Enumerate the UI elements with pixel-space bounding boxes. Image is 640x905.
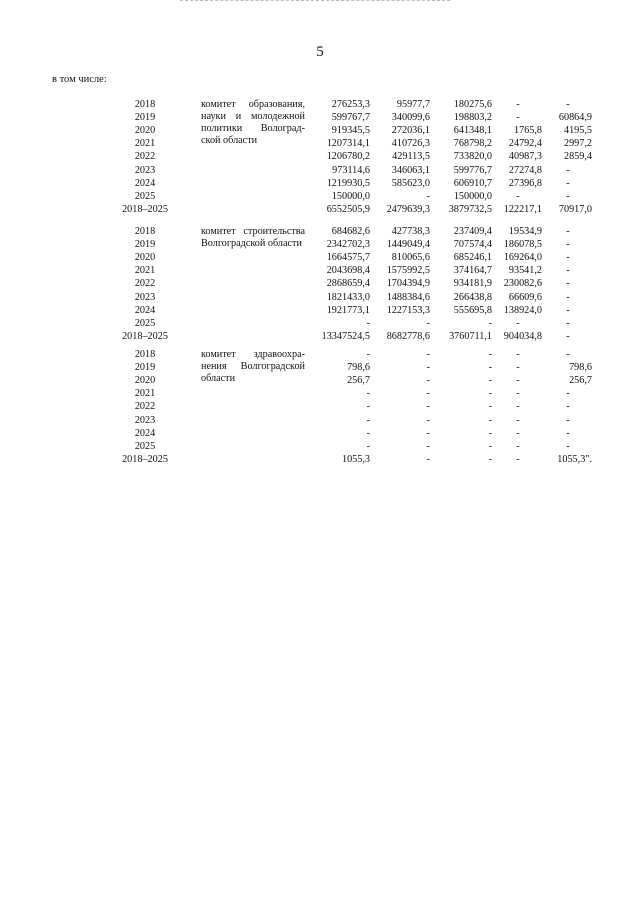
value-cell-c5: - [566, 330, 570, 342]
value-cell-c1: 684682,6 [331, 226, 370, 237]
table-row [0, 99, 640, 111]
value-cell-c1: 256,7 [347, 375, 370, 387]
value-cell-c5: - [566, 349, 570, 360]
table-row [0, 292, 640, 304]
value-cell-c2: 2479639,3 [386, 203, 430, 215]
value-cell-c2: - [426, 440, 430, 452]
value-cell-c5: - [566, 265, 570, 277]
value-cell-c3: - [488, 414, 492, 426]
table-row [0, 125, 640, 137]
value-cell-c2: 346063,1 [391, 164, 430, 176]
value-cell-c2: 427738,3 [391, 226, 430, 237]
value-cell-c1: 973114,6 [332, 164, 370, 176]
table-row [0, 226, 640, 238]
value-cell-c3: 237409,4 [453, 226, 492, 237]
value-cell-c3: - [488, 362, 492, 374]
year-cell: 2018 [134, 99, 156, 110]
value-cell-c4: 40987,3 [508, 151, 542, 163]
value-cell-c1: 276253,3 [331, 99, 370, 110]
value-cell-c1: 150000,0 [331, 190, 370, 202]
value-cell-c5: 256,7 [569, 375, 592, 387]
value-cell-c5: - [566, 414, 570, 426]
year-cell: 2024 [134, 304, 156, 316]
intro-text: в том числе: [52, 74, 107, 85]
value-cell-c1: 2043698,4 [326, 265, 370, 277]
value-cell-c5: - [566, 164, 570, 176]
value-cell-c4: 1765,8 [513, 125, 542, 137]
table-row [0, 191, 640, 203]
value-cell-c1: 1664575,7 [326, 252, 370, 264]
year-cell: 2021 [134, 388, 156, 400]
value-cell-c2: - [426, 317, 430, 329]
value-cell-c1: 1921773,1 [326, 304, 370, 316]
organization-name-line: комитет строительства [201, 226, 305, 237]
value-cell-c5: - [566, 304, 570, 316]
value-cell-c5: 4195,5 [563, 125, 592, 137]
value-cell-c3: - [488, 440, 492, 452]
year-cell: 2025 [134, 190, 156, 202]
value-cell-c3: 150000,0 [453, 190, 492, 202]
table-row [0, 318, 640, 330]
value-cell-c4: - [516, 375, 520, 387]
organization-name-line: науки и молодежной [201, 111, 305, 122]
value-cell-c3: 599776,7 [453, 164, 492, 176]
value-cell-c2: 1575992,5 [386, 265, 430, 277]
table-row [0, 178, 640, 190]
organization-name-line: нения Волгоградской [201, 361, 305, 372]
value-cell-c4: 230082,6 [503, 278, 542, 290]
year-cell: 2018 [134, 226, 156, 237]
value-cell-c1: - [366, 317, 370, 329]
value-cell-c1: 1207314,1 [326, 138, 370, 150]
year-cell: 2019 [134, 239, 156, 251]
value-cell-c5: 1055,3". [557, 453, 592, 465]
value-cell-c3: 606910,7 [453, 177, 492, 189]
value-cell-c5: 798,6 [569, 362, 592, 374]
year-cell: 2025 [134, 440, 156, 452]
year-cell: 2020 [134, 252, 156, 264]
table-row [0, 151, 640, 163]
value-cell-c1: 2868659,4 [326, 278, 370, 290]
year-cell: 2024 [134, 177, 156, 189]
value-cell-c4: - [516, 362, 520, 374]
value-cell-c4: 93541,2 [508, 265, 542, 277]
value-cell-c2: - [426, 349, 430, 360]
value-cell-c3: 374164,7 [453, 265, 492, 277]
value-cell-c5: - [566, 427, 570, 439]
value-cell-c3: 3879732,5 [448, 203, 492, 215]
value-cell-c3: - [488, 453, 492, 465]
year-cell: 2018 [134, 349, 156, 360]
table-row [0, 305, 640, 317]
organization-name-line: области [201, 373, 236, 384]
value-cell-c5: - [566, 226, 570, 237]
value-cell-c4: - [516, 317, 520, 329]
value-cell-c2: 272036,1 [391, 125, 430, 137]
year-cell: 2018–2025 [122, 453, 168, 465]
table-row [0, 265, 640, 277]
value-cell-c3: 685246,1 [453, 252, 492, 264]
value-cell-c5: - [566, 278, 570, 290]
year-cell: 2025 [134, 317, 156, 329]
value-cell-c3: 266438,8 [453, 291, 492, 303]
value-cell-c5: - [566, 252, 570, 264]
value-cell-c4: 186078,5 [503, 239, 542, 251]
value-cell-c2: 95977,7 [396, 99, 430, 110]
table-row [0, 278, 640, 290]
value-cell-c1: - [366, 427, 370, 439]
year-cell: 2022 [134, 151, 156, 163]
value-cell-c2: 429113,5 [392, 151, 430, 163]
table-row [0, 331, 640, 343]
year-cell: 2019 [134, 112, 156, 124]
table-row [0, 362, 640, 374]
value-cell-c5: - [566, 177, 570, 189]
table-row [0, 112, 640, 124]
value-cell-c3: - [488, 401, 492, 413]
value-cell-c2: 410726,3 [391, 138, 430, 150]
value-cell-c3: 934181,9 [453, 278, 492, 290]
value-cell-c4: - [516, 427, 520, 439]
table-row [0, 375, 640, 387]
value-cell-c4: 122217,1 [503, 203, 542, 215]
organization-name-line: Волгоградской области [201, 238, 302, 249]
year-cell: 2022 [134, 401, 156, 413]
value-cell-c5: 70917,0 [558, 203, 592, 215]
value-cell-c4: - [516, 190, 520, 202]
organization-name-line: комитет здравоохра- [201, 349, 305, 360]
value-cell-c1: 1055,3 [341, 453, 370, 465]
value-cell-c3: - [488, 349, 492, 360]
value-cell-c4: - [516, 99, 520, 110]
value-cell-c1: 1206780,2 [326, 151, 370, 163]
value-cell-c2: 1449049,4 [386, 239, 430, 251]
value-cell-c4: - [516, 401, 520, 413]
value-cell-c1: 919345,5 [331, 125, 370, 137]
value-cell-c2: 8682778,6 [386, 330, 430, 342]
value-cell-c3: 3760711,1 [449, 330, 492, 342]
value-cell-c4: 27274,8 [508, 164, 542, 176]
year-cell: 2020 [134, 125, 156, 137]
year-cell: 2023 [134, 291, 156, 303]
year-cell: 2023 [134, 414, 156, 426]
year-cell: 2023 [134, 164, 156, 176]
top-edge-line [180, 0, 450, 2]
value-cell-c4: 138924,0 [503, 304, 542, 316]
value-cell-c3: 733820,0 [453, 151, 492, 163]
value-cell-c5: - [566, 99, 570, 110]
year-cell: 2022 [134, 278, 156, 290]
table-row [0, 428, 640, 440]
table-row [0, 252, 640, 264]
value-cell-c1: 6552505,9 [326, 203, 370, 215]
table-row [0, 388, 640, 400]
value-cell-c5: - [566, 291, 570, 303]
value-cell-c4: - [516, 112, 520, 124]
year-cell: 2018–2025 [122, 203, 168, 215]
value-cell-c5: - [566, 388, 570, 400]
value-cell-c1: 1821433,0 [326, 291, 370, 303]
value-cell-c2: 1488384,6 [386, 291, 430, 303]
value-cell-c4: - [516, 453, 520, 465]
table-row [0, 401, 640, 413]
value-cell-c1: - [366, 388, 370, 400]
table-row [0, 138, 640, 150]
value-cell-c4: 27396,8 [508, 177, 542, 189]
value-cell-c3: 555695,8 [453, 304, 492, 316]
value-cell-c1: 798,6 [347, 362, 370, 374]
value-cell-c5: - [566, 190, 570, 202]
value-cell-c1: - [366, 414, 370, 426]
value-cell-c2: - [426, 375, 430, 387]
organization-name-line: политики Волоград- [201, 123, 305, 134]
value-cell-c1: - [366, 440, 370, 452]
value-cell-c2: - [426, 388, 430, 400]
organization-name-line: комитет образования, [201, 99, 305, 110]
value-cell-c1: 599767,7 [331, 112, 370, 124]
table-row [0, 415, 640, 427]
year-cell: 2018–2025 [122, 330, 168, 342]
value-cell-c2: 810065,6 [391, 252, 430, 264]
value-cell-c4: - [516, 414, 520, 426]
page-number: 5 [316, 44, 324, 60]
value-cell-c4: - [516, 388, 520, 400]
table-row [0, 349, 640, 361]
value-cell-c2: 340099,6 [391, 112, 430, 124]
value-cell-c3: - [488, 427, 492, 439]
value-cell-c2: - [426, 190, 430, 202]
value-cell-c4: 169264,0 [503, 252, 542, 264]
organization-name-line: ской области [201, 135, 258, 146]
value-cell-c2: 585623,0 [391, 177, 430, 189]
value-cell-c1: 2342702,3 [326, 239, 370, 251]
value-cell-c3: 198803,2 [453, 112, 492, 124]
value-cell-c4: - [516, 349, 520, 360]
value-cell-c5: 2997,2 [563, 138, 592, 150]
value-cell-c5: 2859,4 [563, 151, 592, 163]
table-row [0, 441, 640, 453]
value-cell-c1: 1219930,5 [326, 177, 370, 189]
value-cell-c2: - [426, 401, 430, 413]
value-cell-c3: - [488, 375, 492, 387]
value-cell-c3: 180275,6 [453, 99, 492, 110]
value-cell-c4: 904034,8 [503, 330, 542, 342]
year-cell: 2024 [134, 427, 156, 439]
value-cell-c3: 707574,4 [453, 239, 492, 251]
year-cell: 2019 [134, 362, 156, 374]
value-cell-c2: 1227153,3 [386, 304, 430, 316]
value-cell-c1: - [366, 349, 370, 360]
value-cell-c5: - [566, 239, 570, 251]
table-row [0, 454, 640, 466]
table-row [0, 165, 640, 177]
value-cell-c3: - [488, 317, 492, 329]
value-cell-c2: - [426, 427, 430, 439]
value-cell-c2: - [426, 414, 430, 426]
year-cell: 2021 [134, 138, 156, 150]
table-row [0, 204, 640, 216]
year-cell: 2020 [134, 375, 156, 387]
value-cell-c4: 24792,4 [508, 138, 542, 150]
value-cell-c3: - [488, 388, 492, 400]
value-cell-c5: 60864,9 [558, 112, 592, 124]
value-cell-c5: - [566, 440, 570, 452]
value-cell-c4: - [516, 440, 520, 452]
value-cell-c4: 19534,9 [508, 226, 542, 237]
value-cell-c2: - [426, 453, 430, 465]
value-cell-c4: 66609,6 [508, 291, 542, 303]
value-cell-c1: - [366, 401, 370, 413]
value-cell-c2: 1704394,9 [386, 278, 430, 290]
value-cell-c1: 13347524,5 [321, 330, 370, 342]
value-cell-c3: 641348,1 [453, 125, 492, 137]
value-cell-c2: - [426, 362, 430, 374]
value-cell-c5: - [566, 317, 570, 329]
year-cell: 2021 [134, 265, 156, 277]
value-cell-c5: - [566, 401, 570, 413]
value-cell-c3: 768798,2 [453, 138, 492, 150]
table-row [0, 239, 640, 251]
